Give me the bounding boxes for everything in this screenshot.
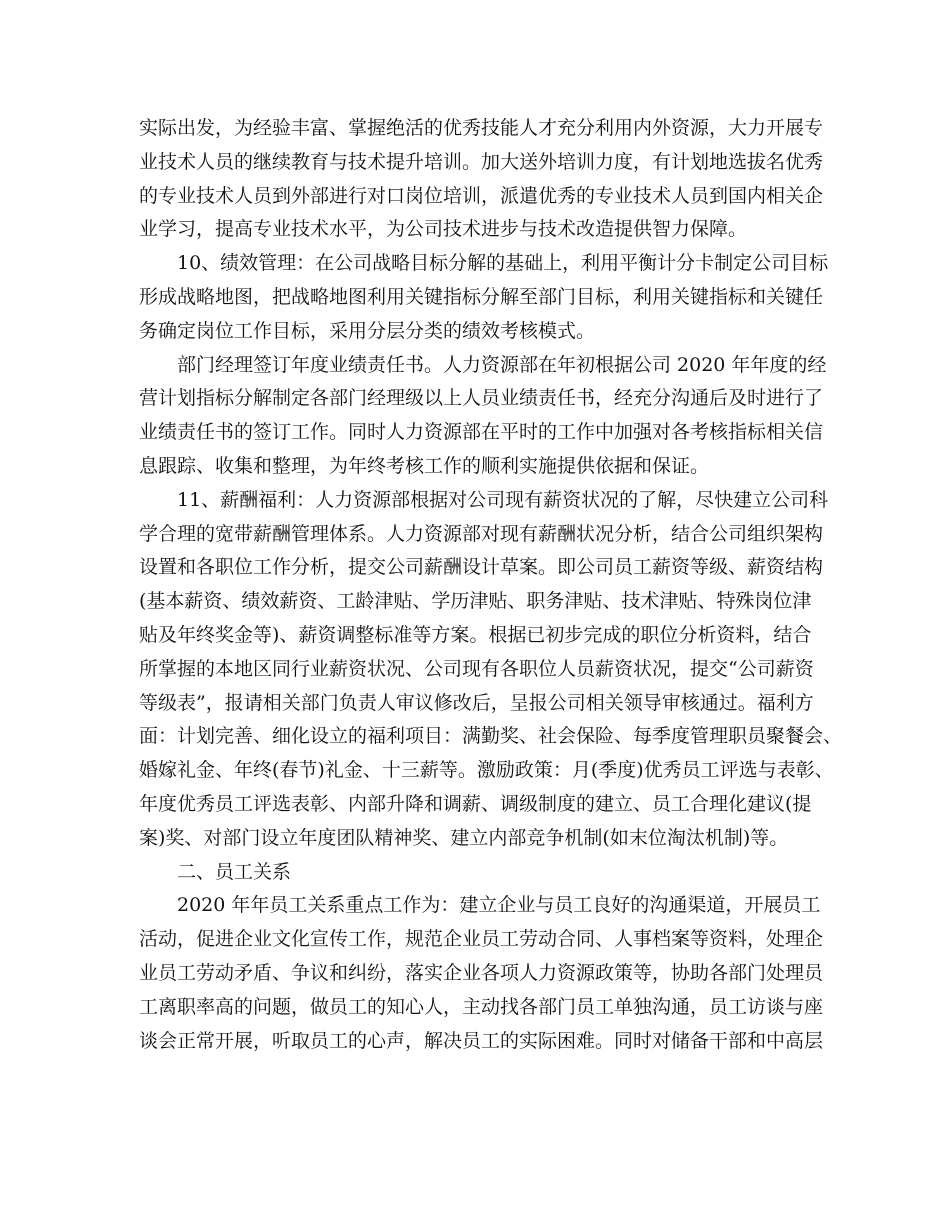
- text-line: 业员工劳动矛盾、争议和纠纷，落实企业各项人力资源政策等，协助各部门处理员: [139, 961, 824, 984]
- text-line: 实际出发，为经验丰富、掌握绝活的优秀技能人才充分利用内外资源，大力开展专: [139, 117, 824, 139]
- text-line: 工离职率高的问题，做员工的知心人，主动找各部门员工单独沟通，员工访谈与座: [139, 995, 824, 1018]
- text-line: 10、绩效管理：在公司战略目标分解的基础上，利用平衡计分卡制定公司目标: [177, 252, 829, 275]
- body-text: [139, 112, 843, 1058]
- text-line: 婚嫁礼金、年终(春节)礼金、十三薪等。激励政策：月(季度)优秀员工评选与表彰、: [139, 759, 834, 782]
- text-line: 营计划指标分解制定各部门经理级以上人员业绩责任书，经充分沟通后及时进行了: [139, 387, 824, 410]
- text-line: 案)奖、对部门设立年度团队精神奖、建立内部竞争机制(如末位淘汰机制)等。: [139, 826, 789, 849]
- text-line: (基本薪资、绩效薪资、工龄津贴、学历津贴、职务津贴、技术津贴、特殊岗位津: [139, 590, 812, 613]
- text-line: 2020 年年员工关系重点工作为：建立企业与员工良好的沟通渠道，开展员工: [177, 894, 821, 917]
- text-line: 等级表”，报请相关部门负责人审议修改后，呈报公司相关领导审核通过。福利方: [139, 691, 814, 714]
- text-line: 的专业技术人员到外部进行对口岗位培训，派遣优秀的专业技术人员到国内相关企: [139, 184, 824, 207]
- text-line: 业绩责任书的签订工作。同时人力资源部在平时的工作中加强对各考核指标相关信: [139, 421, 824, 444]
- text-line: 形成战略地图，把战略地图利用关键指标分解至部门目标，利用关键指标和关键任: [139, 285, 824, 308]
- text-line: 活动，促进企业文化宣传工作，规范企业员工劳动合同、人事档案等资料，处理企: [139, 928, 824, 951]
- text-line: 面：计划完善、细化设立的福利项目：满勤奖、社会保险、每季度管理职员聚餐会、: [139, 725, 843, 748]
- text-line: 业技术人员的继续教育与技术提升培训。加大送外培训力度，有计划地选拔名优秀: [139, 150, 824, 173]
- text-line: 年度优秀员工评选表彰、内部升降和调薪、调级制度的建立、员工合理化建议(提: [139, 792, 812, 815]
- text-line: 业学习，提高专业技术水平，为公司技术进步与技术改造提供智力保障。: [139, 218, 748, 241]
- text-line: 学合理的宽带薪酬管理体系。人力资源部对现有薪酬状况分析，结合公司组织架构: [139, 522, 824, 545]
- text-line: 二、员工关系: [177, 860, 292, 883]
- text-line: 所掌握的本地区同行业薪资状况、公司现有各职位人员薪资状况，提交“公司薪资: [139, 657, 814, 680]
- text-line: 务确定岗位工作目标，采用分层分类的绩效考核模式。: [139, 319, 596, 342]
- text-line: 贴及年终奖金等)、薪资调整标准等方案。根据已初步完成的职位分析资料，结合: [139, 623, 812, 646]
- text-line: 设置和各职位工作分析，提交公司薪酬设计草案。即公司员工薪资等级、薪资结构: [139, 556, 824, 579]
- text-line: 息跟踪、收集和整理，为年终考核工作的顺利实施提供依据和保证。: [139, 454, 710, 477]
- text-line: 部门经理签订年度业绩责任书。人力资源部在年初根据公司 2020 年年度的经: [177, 353, 827, 376]
- text-line: 谈会正常开展，听取员工的心声，解决员工的实际困难。同时对储备干部和中高层: [139, 1029, 824, 1052]
- text-line: 11、薪酬福利：人力资源部根据对公司现有薪资状况的了解，尽快建立公司科: [177, 488, 829, 511]
